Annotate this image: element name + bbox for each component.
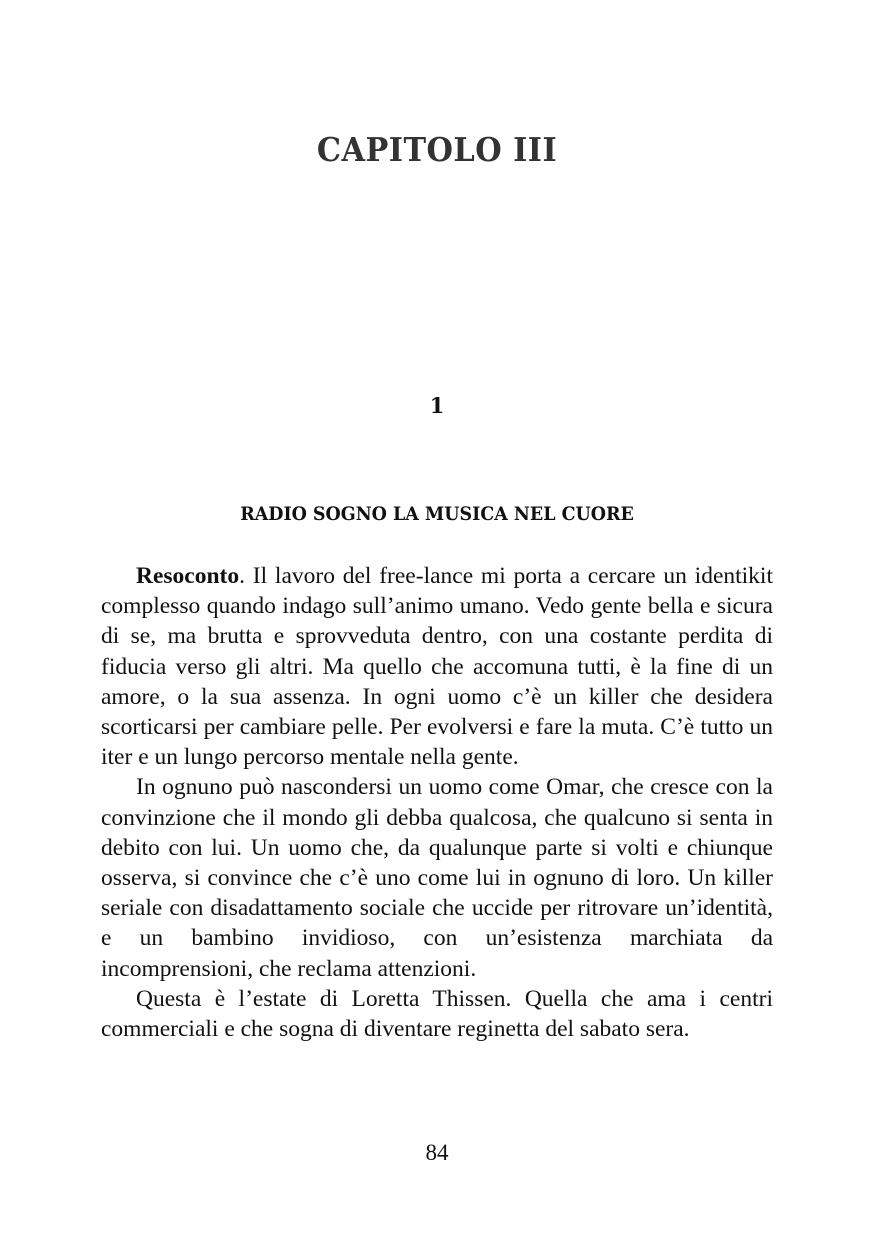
paragraph-3	[101, 984, 773, 1044]
paragraph-lead-term: Resoconto	[136, 563, 240, 589]
paragraph-text: . Il lavoro del free-lance mi porta a cercare un identikit complesso quando indago sull’animo umano. Vedo gente bella e sicura di se, ma brutta e sprovveduta dentro, con una costante perdita di fiducia verso gli altri. Ma quello che accomuna tutti, è la fine di un amore, o la sua assenza. In ogni uomo c’è un killer che desidera scorticarsi per cambiare pelle. Per evolversi e fare la muta. C’è tutto un iter e un lungo percorso mentale nella gente.	[101, 563, 773, 771]
chapter-title: CAPITOLO III	[316, 130, 558, 169]
paragraph-1	[101, 561, 773, 772]
paragraph-2	[101, 772, 773, 983]
page-number: 84	[425, 1140, 449, 1165]
paragraph-text: In ognuno può nascondersi un uomo come Omar, che cresce con la convinzione che il mondo gli debba qualcosa, che qualcuno si senta in debito con lui. Un uomo che, da qualunque parte si volti e chiunque osserva, si convince che c’è uno come lui in ognuno di loro. Un killer seriale con disadattamento sociale che uccide per ritrovare un’identità, e un bambino invidioso, con un’esistenza marchiata da incomprensioni, che reclama attenzioni.	[101, 774, 773, 982]
section-number: 1	[429, 393, 445, 418]
paragraph-text: Questa è l’estate di Loretta Thissen. Quella che ama i centri commerciali e che sogna di diventare reginetta del sabato sera.	[101, 985, 773, 1043]
body-text	[101, 561, 773, 1044]
section-heading: RADIO SOGNO LA MUSICA NEL CUORE	[240, 503, 634, 525]
